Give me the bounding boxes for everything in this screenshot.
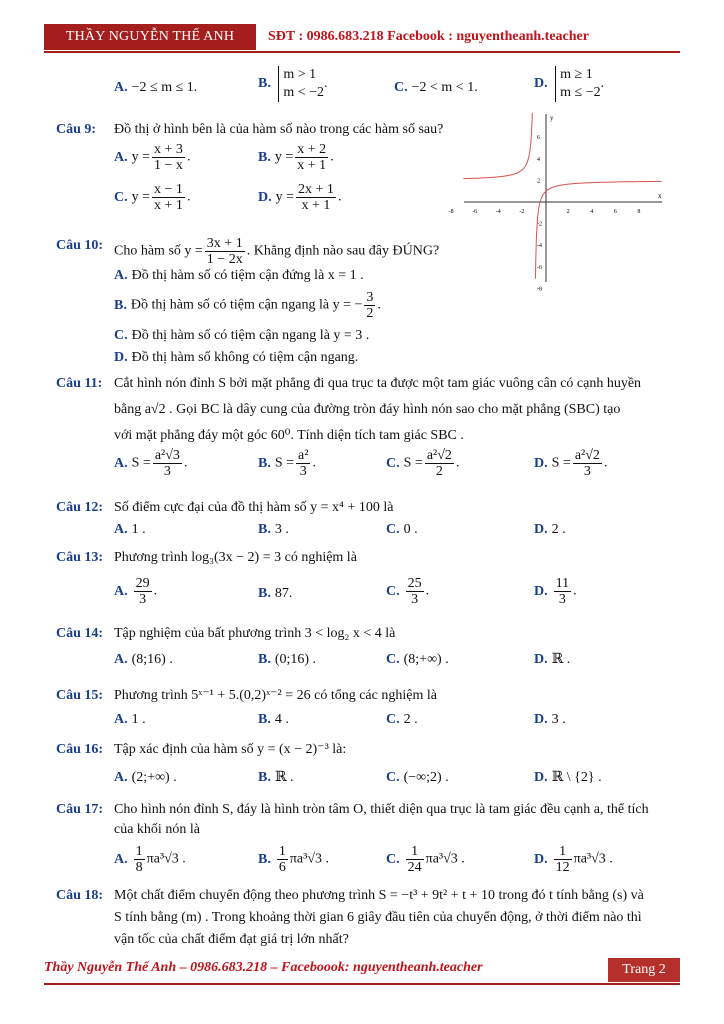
question-label: Câu 14: bbox=[56, 626, 104, 641]
question-label: Câu 11: bbox=[56, 376, 103, 391]
option-c: C. (8;+∞) . bbox=[386, 652, 449, 667]
option-d: D. 2 . bbox=[534, 522, 566, 537]
page-footer bbox=[44, 958, 680, 988]
question-text: Phương trình 5ˣ⁻¹ + 5.(0,2)ˣ⁻² = 26 có tổng các nghiệm là bbox=[114, 688, 437, 703]
option-c: C. y = $\frac{x - 1}{x + 1}$ . bbox=[114, 182, 191, 213]
question-text: Đồ thị ở hình bên là của hàm số nào trong các hàm số sau? bbox=[114, 122, 444, 137]
y-tick-label: -2 bbox=[537, 221, 542, 228]
question-label: Câu 17: bbox=[56, 802, 104, 817]
x-tick-label: 2 bbox=[566, 209, 570, 215]
question-label: Câu 9: bbox=[56, 122, 97, 137]
teacher-name-banner: THẦY NGUYỄN THẾ ANH bbox=[44, 24, 256, 50]
option-a: A. S = $\frac{\text{a²√3}}{3}$ . bbox=[114, 448, 188, 479]
option-c: C. $\frac{1}{24}$ πa³√3 . bbox=[386, 844, 465, 875]
question-label: Câu 13: bbox=[56, 550, 104, 565]
x-tick-label: -6 bbox=[472, 209, 478, 215]
option-d: D. S = $\frac{\text{a²√2}}{3}$ . bbox=[534, 448, 608, 479]
option-b: B. Đồ thị hàm số có tiệm cận ngang là y = − $\frac{3}{2}$ . bbox=[114, 290, 381, 321]
x-tick-label: -4 bbox=[495, 209, 501, 215]
option-a: A. 1 . bbox=[114, 712, 146, 727]
option-a: A. −2 ≤ m ≤ 1. bbox=[114, 80, 198, 95]
option-b: B. 4 . bbox=[258, 712, 289, 727]
x-tick-label: -2 bbox=[519, 209, 525, 215]
y-tick-label: 6 bbox=[537, 135, 540, 142]
question-label: Câu 12: bbox=[56, 500, 104, 515]
option-b: B. $\frac{1}{6}$ πa³√3 . bbox=[258, 844, 330, 875]
option-a: A. 1 . bbox=[114, 522, 146, 537]
option-a: A. Đồ thị hàm số có tiệm cận đứng là x = 1 . bbox=[114, 268, 364, 283]
x-tick-label: 8 bbox=[637, 209, 641, 215]
question-text: Một chất điểm chuyển động theo phương trình S = −t³ + 9t² + t + 10 trong đó t tính bằng (s) và S tính bằng (m) . Trong khoảng thời gian 6 giây đầu tiên của chuyển động, ở thời điểm nào thì vận tốc của chất điểm đạt giá trị lớn nhất? bbox=[114, 888, 644, 947]
x-ticks bbox=[449, 209, 641, 215]
page-number: Trang 2 bbox=[608, 958, 680, 982]
option-d: D. y = $\frac{2x + 1}{x + 1}$ . bbox=[258, 182, 342, 213]
option-b: B. (0;16) . bbox=[258, 652, 317, 667]
option-c: C. −2 < m < 1. bbox=[394, 80, 478, 95]
y-tick-label: -8 bbox=[537, 286, 542, 293]
question-text: Số điểm cực đại của đồ thị hàm số y = x⁴ + 100 là bbox=[114, 500, 394, 515]
option-b: B. m > 1 m < −2 . bbox=[258, 67, 328, 100]
question-text: Tập xác định của hàm số y = (x − 2)⁻³ là: bbox=[114, 742, 347, 757]
option-d: D. $\frac{1}{12}$ πa³√3 . bbox=[534, 844, 613, 875]
question-text: Cắt hình nón đỉnh S bởi mặt phẳng đi qua trục ta được một tam giác vuông cân có cạnh huyền bằng a√2 . Gọi BC là dây cung của đường tròn đáy hình nón sao cho mặt phẳng (SBC) tạo với mặt phẳng đáy một góc 60⁰. Tính diện tích tam giác SBC . bbox=[114, 376, 642, 443]
question-label: Câu 10: bbox=[56, 238, 104, 253]
option-d: D. Đồ thị hàm số không có tiệm cận ngang. bbox=[114, 350, 359, 365]
curve-right-branch bbox=[536, 181, 662, 278]
option-b: B. y = $\frac{x + 2}{x + 1}$ . bbox=[258, 142, 334, 173]
y-tick-label: -6 bbox=[537, 264, 542, 271]
option-d: D. ℝ \ {2} . bbox=[534, 770, 602, 785]
y-tick-label: 2 bbox=[537, 178, 540, 185]
question-text: Cho hình nón đỉnh S, đáy là hình tròn tâm O, thiết diện qua trục là tam giác đều cạnh a, thể tích của khối nón là bbox=[114, 802, 649, 837]
option-c: C. (−∞;2) . bbox=[386, 770, 449, 785]
curve-left-branch bbox=[463, 113, 532, 179]
x-tick-label: -8 bbox=[448, 209, 454, 215]
question-label: Câu 15: bbox=[56, 688, 104, 703]
option-d: D. 3 . bbox=[534, 712, 566, 727]
option-c: C. $\frac{25}{3}$ . bbox=[386, 576, 430, 607]
option-a: A. $\frac{29}{3}$ . bbox=[114, 576, 158, 607]
option-c: C. 0 . bbox=[386, 522, 418, 537]
option-d: D. ℝ . bbox=[534, 652, 571, 667]
footer-divider bbox=[44, 983, 680, 985]
y-tick-label: -4 bbox=[537, 243, 542, 250]
option-b: B. S = $\frac{\text{a²}}{3}$ . bbox=[258, 448, 316, 479]
question-text: Cho hàm số y = $\frac{3x + 1}{1 - 2x}$ . Khẳng định nào sau đây ĐÚNG? bbox=[114, 236, 440, 267]
question-label: Câu 16: bbox=[56, 742, 104, 757]
header-contact: SĐT : 0986.683.218 Facebook : nguyentheanh.teacher bbox=[268, 29, 589, 44]
option-d: D. $\frac{11}{3}$ . bbox=[534, 576, 577, 607]
option-b: B. 3 . bbox=[258, 522, 289, 537]
option-a: A. (8;16) . bbox=[114, 652, 173, 667]
option-c: C. Đồ thị hàm số có tiệm cận ngang là y = 3 . bbox=[114, 328, 370, 343]
option-b: B. 87. bbox=[258, 586, 293, 601]
x-tick-label: 6 bbox=[613, 209, 617, 215]
y-axis-label: y bbox=[550, 114, 554, 122]
option-d: D. m ≥ 1 m ≤ −2 . bbox=[534, 67, 605, 100]
footer-contact: Thầy Nguyễn Thế Anh – 0986.683.218 – Faceboook: nguyentheanh.teacher bbox=[44, 960, 483, 975]
option-b: B. ℝ . bbox=[258, 770, 294, 785]
question-text: Tập nghiệm của bất phương trình 3 < log₂ x < 4 là bbox=[114, 626, 396, 641]
option-a: A. $\frac{1}{8}$ πa³√3 . bbox=[114, 844, 186, 875]
y-tick-label: 4 bbox=[537, 156, 540, 163]
option-c: C. S = $\frac{\text{a²√2}}{2}$ . bbox=[386, 448, 460, 479]
x-axis-label: x bbox=[658, 192, 662, 200]
header-divider bbox=[44, 51, 680, 53]
x-tick-label: 4 bbox=[590, 209, 594, 215]
option-a: A. y = $\frac{x + 3}{1 - x}$ . bbox=[114, 142, 191, 173]
option-c: C. 2 . bbox=[386, 712, 418, 727]
option-a: A. (2;+∞) . bbox=[114, 770, 177, 785]
question-label: Câu 18: bbox=[56, 888, 104, 903]
question-text: Phương trình log₃(3x − 2) = 3 có nghiệm là bbox=[114, 550, 357, 565]
page-header bbox=[44, 24, 680, 52]
